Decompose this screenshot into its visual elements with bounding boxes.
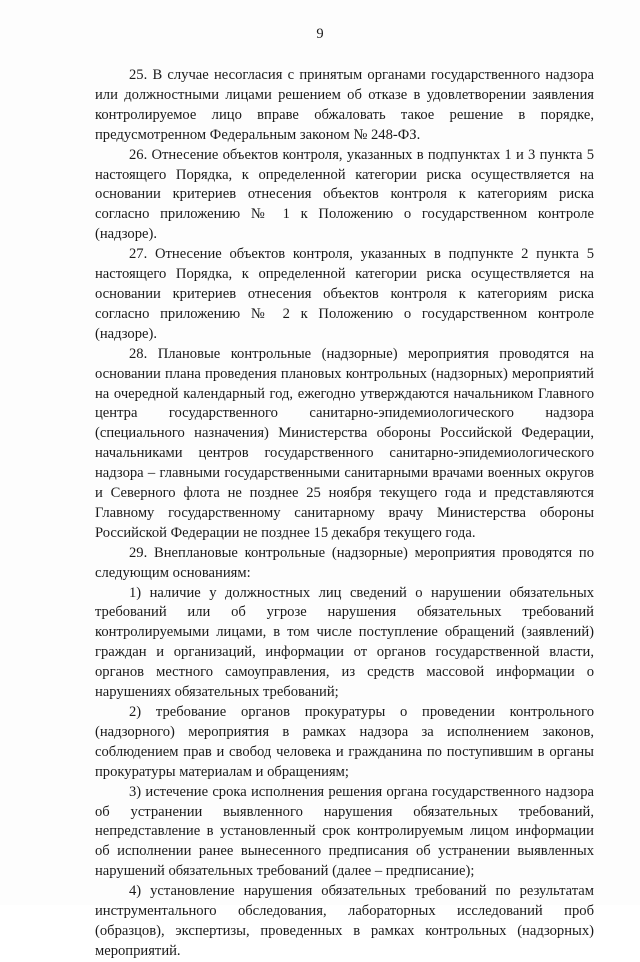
paragraph-29-item-1: 1) наличие у должностных лиц сведений о нарушении обязательных требований или об угрозе нарушения обязательных требований контролируемыми лицами, в том числе поступление обращений (заявлений) граждан и организаций, информации от органов государственной власти, органов местного самоуправления, из средств массовой информации о нарушениях обязательных требований; bbox=[95, 584, 594, 701]
paragraph-28: 28. Плановые контрольные (надзорные) мероприятия проводятся на основании плана проведения плановых контрольных (надзорных) мероприятий на очередной календарный год, ежегодно утверждаются начальником Главного центра государственного санитарно-эпидемиологического надзора (специального назначения) Министерства обороны Российской Федерации, начальниками центров государственного санитарно-эпидемиологического надзора – главными государственными санитарными врачами военных округов и Северного флота не позднее 25 ноября текущего года и представляются Главному государственному санитарному врачу Министерства обороны Российской Федерации не позднее 15 декабря текущего года. bbox=[95, 345, 594, 541]
paragraph-29-item-4: 4) установление нарушения обязательных требований по результатам инструментального обследования, лабораторных исследований проб (образцов), экспертизы, проведенных в рамках контрольных (надзорных) мероприятий. bbox=[95, 883, 594, 959]
paragraph-26: 26. Отнесение объектов контроля, указанных в подпунктах 1 и 3 пункта 5 настоящего Порядка, к определенной категории риска осуществляется на основании критериев отнесения объектов контроля к категориям риска согласно приложению № 1 к Положению о государственном контроле (надзоре). bbox=[95, 146, 594, 243]
paragraph-27: 27. Отнесение объектов контроля, указанных в подпункте 2 пункта 5 настоящего Порядка, к определенной категории риска осуществляется на основании критериев отнесения объектов контроля к категориям риска согласно приложению № 2 к Положению о государственном контроле (надзоре). bbox=[95, 246, 594, 342]
document-body bbox=[95, 66, 594, 962]
paragraph-29: 29. Внеплановые контрольные (надзорные) мероприятия проводятся по следующим основаниям: bbox=[95, 544, 594, 581]
paragraph-29-item-2: 2) требование органов прокуратуры о проведении контрольного (надзорного) мероприятия в рамках надзора за исполнением законов, соблюдением прав и свобод человека и гражданина по поступившим в органы прокуратуры материалам и обращениям; bbox=[95, 704, 594, 780]
paragraph-25: 25. В случае несогласия с принятым органами государственного надзора или должностными лицами решением об отказе в удовлетворении заявления контролируемое лицо вправе обжаловать такое решение в порядке, предусмотренном Федеральным законом № 248-ФЗ. bbox=[95, 67, 594, 143]
paragraph-29-item-3: 3) истечение срока исполнения решения органа государственного надзора об устранении выявленного нарушения обязательных требований, непредставление в установленный срок контролируемым лицом информации об исполнении ранее вынесенного предписания об устранении выявленных нарушений обязательных требований (далее – предписание); bbox=[95, 783, 594, 880]
page-number: 9 bbox=[316, 26, 324, 42]
